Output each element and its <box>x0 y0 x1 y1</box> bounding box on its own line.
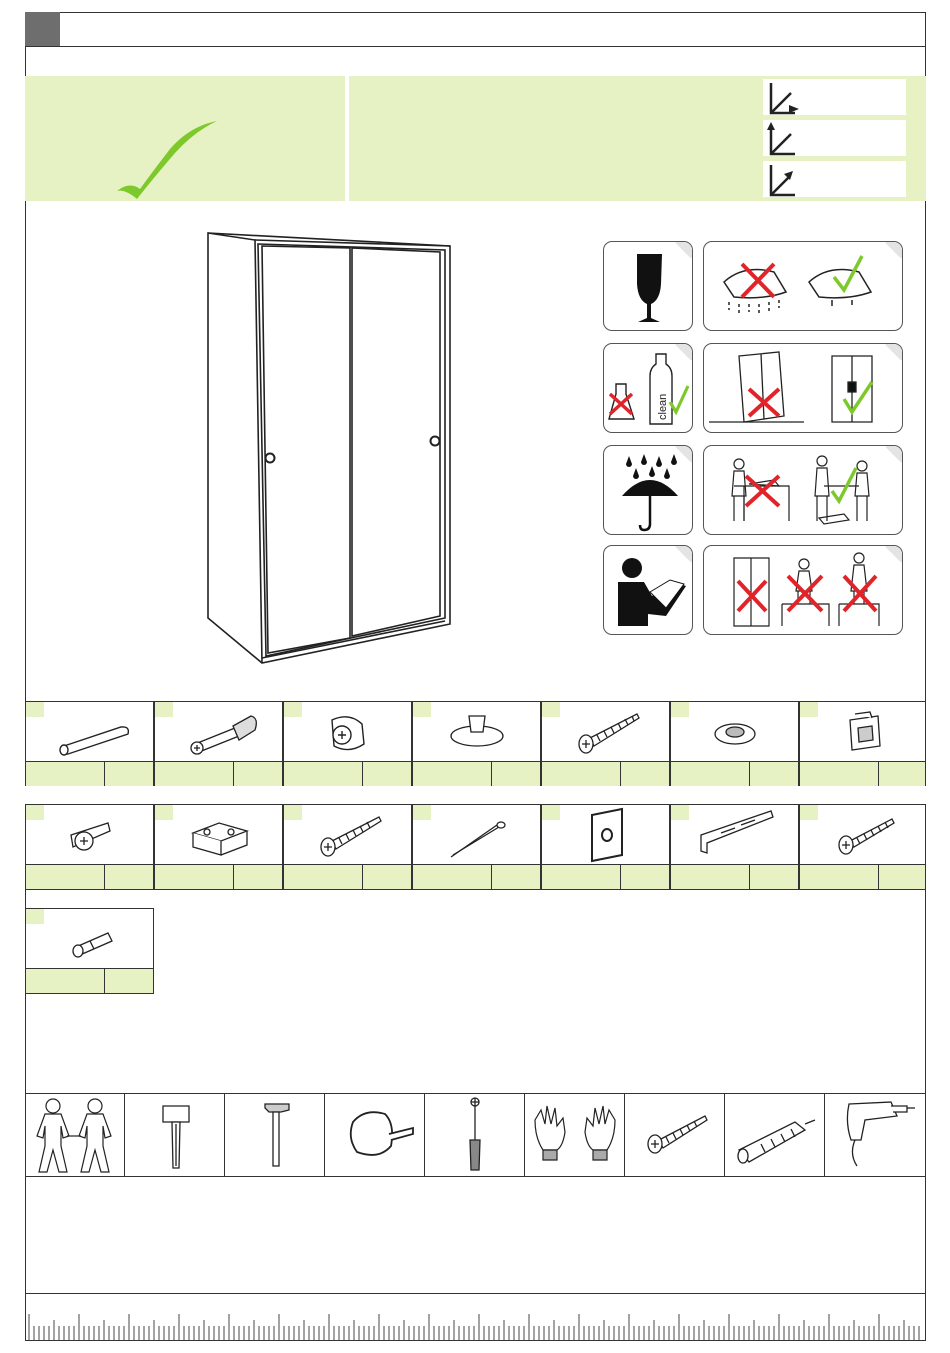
depth-row <box>762 160 907 198</box>
hammer-icon <box>225 1094 325 1176</box>
furniture-glide-icon <box>413 702 542 764</box>
checkmark-icon <box>25 76 345 201</box>
width-row <box>762 78 907 116</box>
tape-measure-icon <box>325 1094 425 1176</box>
fragile-glass-icon <box>603 241 693 331</box>
height-row <box>762 119 907 157</box>
screw-icon <box>284 805 413 867</box>
page-header <box>25 12 926 47</box>
round-washer-icon <box>671 702 800 764</box>
rubber-mallet-icon <box>125 1094 225 1176</box>
short-screw-icon <box>800 805 927 867</box>
part-angle-bracket <box>670 804 799 890</box>
part-hinge-clip <box>799 701 926 787</box>
part-cam-bolt <box>154 701 283 787</box>
stand-upright-icon <box>703 343 903 433</box>
height-arrow-icon <box>763 120 823 158</box>
two-persons-icon <box>25 1094 125 1176</box>
hinge-clip-icon <box>800 702 927 764</box>
wood-screw-icon <box>625 1094 725 1176</box>
cam-bolt-icon <box>155 702 284 764</box>
dowel-icon <box>26 702 155 764</box>
door-catch-icon <box>26 805 155 867</box>
approval-panel <box>25 76 345 201</box>
depth-arrow-icon <box>763 161 823 199</box>
nail-icon <box>413 805 542 867</box>
part-nail <box>412 804 541 890</box>
no-climbing-icon <box>703 545 903 635</box>
part-cam-lock <box>283 701 412 787</box>
gloves-icon <box>525 1094 625 1176</box>
two-person-unpack-icon <box>703 445 903 535</box>
part-short-screw <box>799 804 926 890</box>
part-screw-long <box>541 701 670 787</box>
header-marker <box>25 12 60 46</box>
svg-text:clean: clean <box>657 393 669 420</box>
part-wall-plate <box>541 804 670 890</box>
part-shelf-support-pin <box>25 908 154 994</box>
power-drill-icon <box>825 1094 926 1176</box>
wall-plate-icon <box>542 805 671 867</box>
shelf-support-pin-icon <box>26 909 155 971</box>
phillips-screwdriver-icon <box>425 1094 525 1176</box>
part-connector-block <box>154 804 283 890</box>
wardrobe-illustration <box>200 228 460 668</box>
no-wet-cloth-icon <box>703 241 903 331</box>
part-door-catch <box>25 804 154 890</box>
part-round-washer <box>670 701 799 787</box>
screw-icon <box>542 702 671 764</box>
cam-lock-icon <box>284 702 413 764</box>
part-furniture-glide <box>412 701 541 787</box>
row-gap <box>25 786 926 806</box>
connector-block-icon <box>155 805 284 867</box>
read-instructions-icon <box>603 545 693 635</box>
no-chemicals-clean-ok-icon <box>603 343 693 433</box>
description-panel <box>349 76 761 201</box>
measurement-ruler <box>25 1293 926 1341</box>
part-screw <box>283 804 412 890</box>
wall-plug-icon <box>725 1094 825 1176</box>
angle-bracket-icon <box>671 805 800 867</box>
keep-dry-umbrella-icon <box>603 445 693 535</box>
part-dowel <box>25 701 154 787</box>
width-arrow-icon <box>763 79 823 117</box>
tools-row <box>25 1093 926 1177</box>
